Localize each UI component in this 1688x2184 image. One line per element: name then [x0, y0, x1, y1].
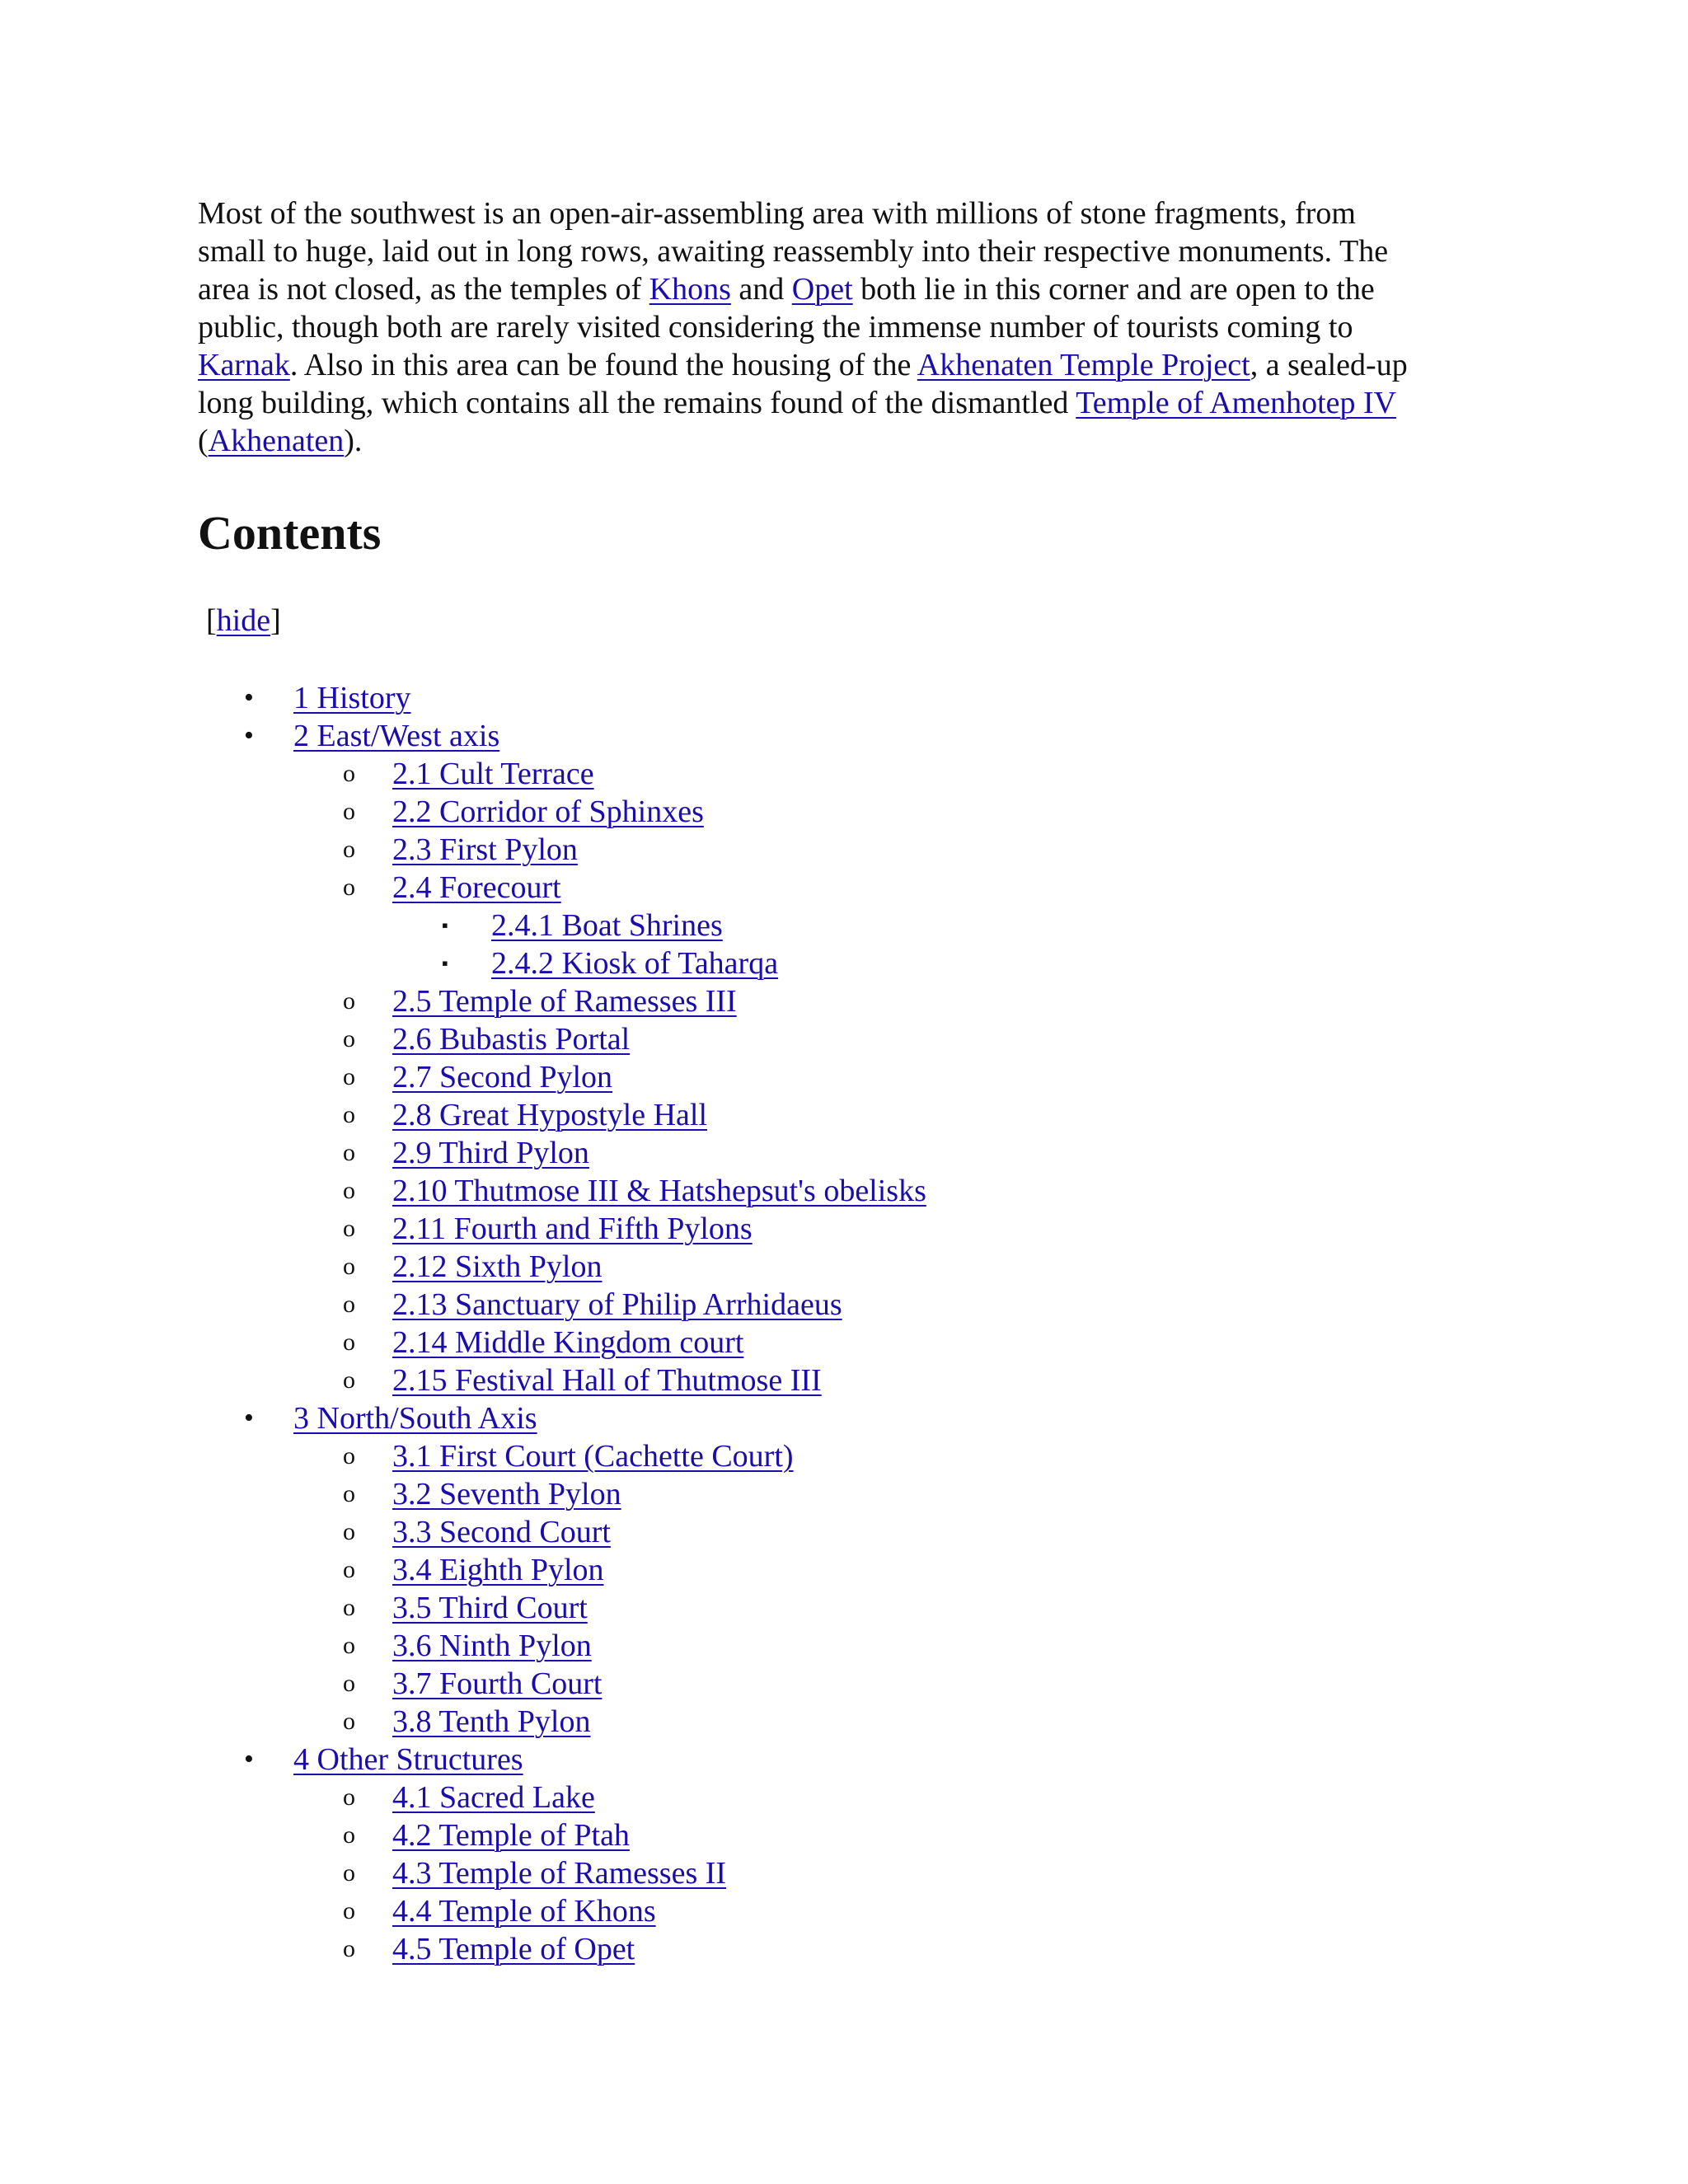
paragraph-text: (	[198, 424, 209, 458]
toc-bullet-icon: ▪	[442, 953, 448, 973]
toc-link[interactable]: 3.3 Second Court	[392, 1515, 611, 1549]
intro-paragraph	[198, 194, 1484, 460]
toggle-bracket-close: ]	[270, 603, 281, 638]
paragraph-line	[198, 384, 1484, 422]
toc-link[interactable]: 3.6 Ninth Pylon	[392, 1629, 592, 1663]
inline-link[interactable]: Akhenaten	[208, 424, 345, 458]
toc-bullet-icon: o	[343, 1480, 355, 1507]
toc-bullet-icon: o	[343, 1063, 355, 1090]
toc-bullet-icon: o	[343, 1632, 355, 1659]
toc-bullet-icon: o	[343, 1821, 355, 1849]
toc-link[interactable]: 4 Other Structures	[293, 1742, 523, 1777]
inline-link[interactable]: Karnak	[198, 348, 290, 382]
toc-bullet-icon: o	[343, 1518, 355, 1545]
toc-link[interactable]: 3.7 Fourth Court	[392, 1666, 603, 1701]
toc-link[interactable]: 3 North/South Axis	[293, 1401, 537, 1436]
toc-link[interactable]: 2.4 Forecourt	[392, 870, 561, 905]
inline-link[interactable]: Khons	[649, 272, 731, 307]
toc-bullet-icon: o	[343, 1101, 355, 1128]
inline-link[interactable]: Temple of Amenhotep IV	[1076, 386, 1397, 420]
toc-bullet-icon: o	[343, 1025, 355, 1052]
toc-link[interactable]: 2.9 Third Pylon	[392, 1136, 589, 1170]
toc-link[interactable]: 2.3 First Pylon	[392, 832, 578, 867]
paragraph-line	[198, 422, 1484, 460]
toc-bullet-icon: ▪	[442, 915, 448, 935]
toc-link[interactable]: 3.8 Tenth Pylon	[392, 1704, 591, 1739]
toc-bullet-icon: o	[343, 1783, 355, 1811]
toc-link[interactable]: 2.6 Bubastis Portal	[392, 1022, 631, 1057]
paragraph-text: . Also in this area can be found the housing of the	[289, 348, 917, 382]
toc-bullet-icon: o	[343, 1215, 355, 1242]
toc-bullet-icon: o	[343, 1366, 355, 1394]
toc-link[interactable]: 2.4.1 Boat Shrines	[491, 908, 723, 943]
toc-link[interactable]: 3.4 Eighth Pylon	[392, 1553, 604, 1587]
toc-bullet-icon: o	[343, 1935, 355, 1962]
toc-link[interactable]: 2.5 Temple of Ramesses III	[392, 984, 737, 1019]
paragraph-text: and	[730, 272, 792, 307]
toc-bullet-icon: o	[343, 1177, 355, 1204]
paragraph-line	[198, 346, 1484, 384]
toc-link[interactable]: 2.2 Corridor of Sphinxes	[392, 794, 704, 829]
toc-link[interactable]: 2.13 Sanctuary of Philip Arrhidaeus	[392, 1287, 842, 1322]
toc-bullet-icon: o	[343, 1859, 355, 1886]
toc-bullet-icon: •	[244, 1403, 254, 1433]
toc-link[interactable]: 2 East/West axis	[293, 719, 500, 753]
paragraph-text: ).	[344, 424, 363, 458]
toc-link[interactable]: 1 History	[293, 681, 411, 715]
toc-bullet-icon: o	[343, 987, 355, 1015]
toc-bullet-icon: o	[343, 1329, 355, 1356]
paragraph-line	[198, 308, 1484, 346]
toc-bullet-icon: o	[343, 874, 355, 901]
toc-bullet-icon: o	[343, 1670, 355, 1697]
toc-bullet-icon: •	[244, 1744, 254, 1774]
toc-bullet-icon: o	[343, 836, 355, 863]
paragraph-text: long building, which contains all the remains found of the dismantled	[198, 386, 1076, 420]
toc-bullet-icon: o	[343, 1897, 355, 1924]
contents-toggle	[206, 602, 281, 640]
paragraph-text: Most of the southwest is an open-air-assembling area with millions of stone fragments, from	[198, 196, 1356, 231]
paragraph-text: public, though both are rarely visited considering the immense number of tourists coming to	[198, 310, 1353, 344]
paragraph-line	[198, 194, 1484, 232]
inline-link[interactable]: Akhenaten Temple Project	[917, 348, 1250, 382]
toc-link[interactable]: 2.10 Thutmose III & Hatshepsut's obelisks	[392, 1174, 926, 1208]
paragraph-line	[198, 270, 1484, 308]
toc-bullet-icon: o	[343, 1291, 355, 1318]
toc-link[interactable]: 2.14 Middle Kingdom court	[392, 1325, 744, 1360]
toggle-bracket-open: [	[206, 603, 217, 638]
toc-link[interactable]: 2.1 Cult Terrace	[392, 757, 594, 791]
toc-link[interactable]: 4.3 Temple of Ramesses II	[392, 1856, 727, 1891]
contents-heading: Contents	[198, 506, 382, 560]
toc-link[interactable]: 3.2 Seventh Pylon	[392, 1477, 621, 1511]
toc-link[interactable]: 4.4 Temple of Khons	[392, 1894, 656, 1929]
paragraph-text: both lie in this corner and are open to the	[852, 272, 1375, 307]
toc-link[interactable]: 2.7 Second Pylon	[392, 1060, 613, 1094]
toc-link[interactable]: 2.4.2 Kiosk of Taharqa	[491, 946, 779, 981]
hide-toc-link[interactable]: hide	[216, 603, 271, 638]
toc-link[interactable]: 3.1 First Court (Cachette Court)	[392, 1439, 794, 1474]
toc-bullet-icon: o	[343, 1139, 355, 1166]
toc-link[interactable]: 4.2 Temple of Ptah	[392, 1818, 630, 1853]
paragraph-line	[198, 232, 1484, 270]
toc-bullet-icon: o	[343, 798, 355, 825]
toc-link[interactable]: 2.11 Fourth and Fifth Pylons	[392, 1212, 753, 1246]
toc-link[interactable]: 2.12 Sixth Pylon	[392, 1249, 603, 1284]
toc-link[interactable]: 2.8 Great Hypostyle Hall	[392, 1098, 708, 1132]
inline-link[interactable]: Opet	[791, 272, 853, 307]
toc-bullet-icon: •	[244, 720, 254, 751]
paragraph-text: , a sealed-up	[1250, 348, 1408, 382]
toc-bullet-icon: o	[343, 1253, 355, 1280]
paragraph-text: small to huge, laid out in long rows, awaiting reassembly into their respective monuments. The	[198, 234, 1389, 269]
toc-link[interactable]: 3.5 Third Court	[392, 1591, 588, 1625]
toc-bullet-icon: o	[343, 1556, 355, 1583]
paragraph-text: area is not closed, as the temples of	[198, 272, 649, 307]
toc-link[interactable]: 4.1 Sacred Lake	[392, 1780, 595, 1815]
toc-bullet-icon: o	[343, 1708, 355, 1735]
toc-bullet-icon: o	[343, 1442, 355, 1469]
toc-bullet-icon: •	[244, 682, 254, 713]
toc-bullet-icon: o	[343, 760, 355, 787]
toc-bullet-icon: o	[343, 1594, 355, 1621]
toc-link[interactable]: 2.15 Festival Hall of Thutmose III	[392, 1363, 822, 1398]
toc-link[interactable]: 4.5 Temple of Opet	[392, 1932, 635, 1966]
